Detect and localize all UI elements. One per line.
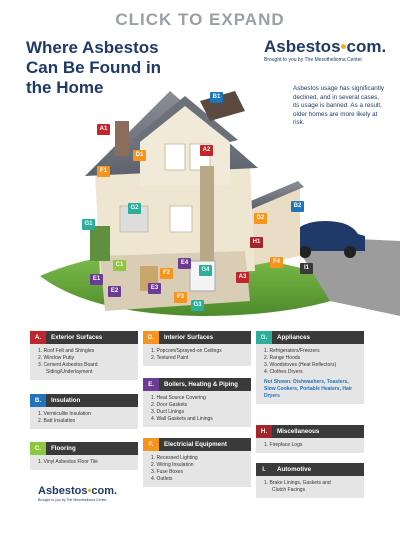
category-item: 3. Fuse Boxes [151, 469, 183, 475]
category-letter: E. [143, 378, 159, 391]
category-item: 3. Duct Linings [151, 409, 185, 415]
marker-a2[interactable]: A2 [200, 145, 213, 156]
category-header [256, 331, 364, 344]
brand-name: Asbestos [264, 37, 341, 56]
category-header [143, 438, 251, 451]
category-list [30, 455, 138, 470]
category-header [143, 331, 251, 344]
category-item: Clutch Facings [272, 487, 306, 493]
category-item: 4. Wall Gaskets and Linings [151, 416, 213, 422]
category-list [143, 344, 251, 366]
category-header [30, 331, 138, 344]
category-item: 2. Window Putty [38, 355, 75, 361]
marker-d1[interactable]: D1 [133, 150, 146, 161]
category-letter: F. [143, 438, 159, 451]
category-item: Siding/Underlayment [46, 369, 93, 375]
category-note: Not Shown: Dishwashers, Toasters, Slow Cookers, Portable Heaters, Hair Dryers [264, 379, 353, 399]
marker-b1[interactable]: B1 [210, 92, 223, 103]
marker-h1[interactable]: H1 [250, 237, 263, 248]
category-letter: D. [143, 331, 159, 344]
category-i[interactable] [256, 463, 364, 498]
category-item: 3. Woodstoves (Heat Reflectors) [264, 362, 337, 368]
category-item: 4. Outlets [151, 476, 173, 482]
category-e[interactable] [143, 378, 251, 427]
marker-f4[interactable]: F4 [270, 257, 283, 268]
marker-i1[interactable]: I1 [300, 263, 313, 274]
category-item: 1. Heat Source Covering [151, 395, 206, 401]
category-title: Miscellaneous [277, 428, 320, 435]
category-header [143, 378, 251, 391]
category-title: Exterior Surfaces [51, 334, 103, 341]
intro-text: Asbestos usage has significantly declined, and in several cases, its usage is banned. As a result, older homes are more likely at risk. [293, 85, 385, 127]
marker-g2[interactable]: G2 [128, 203, 141, 214]
category-title: Electricial Equipment [164, 441, 227, 448]
footer-brand-tld: com. [91, 485, 118, 497]
marker-f2[interactable]: F2 [160, 268, 173, 279]
brand-tld: com. [346, 37, 387, 56]
page-title: Where Asbestos Can Be Found in the Home [26, 38, 162, 97]
category-item: 2. Door Gaskets [151, 402, 188, 408]
footer-logo[interactable] [38, 485, 117, 502]
category-title: Boilers, Heating & Piping [164, 381, 238, 388]
category-letter: G. [256, 331, 272, 344]
category-title: Automotive [277, 466, 312, 473]
category-item: 1. Recessed Lighting [151, 455, 198, 461]
category-item: 3. Cement Asbestos Board [38, 362, 98, 368]
category-list [30, 344, 138, 380]
brand-dot: • [340, 37, 347, 56]
marker-b2[interactable]: B2 [291, 201, 304, 212]
chimney [115, 121, 129, 156]
brand-tagline: Brought to you by The Mesothelioma Center [264, 57, 363, 63]
category-title: Insulation [51, 397, 81, 404]
footer-brand-name: Asbestos [38, 485, 88, 497]
category-list [143, 391, 251, 427]
house-illustration [0, 66, 400, 326]
category-d[interactable] [143, 331, 251, 366]
marker-c1[interactable]: C1 [113, 260, 126, 271]
category-header [30, 442, 138, 455]
category-item: 4. Clothes Dryers [264, 369, 303, 375]
marker-e2[interactable]: E2 [108, 286, 121, 297]
category-c[interactable] [30, 442, 138, 470]
category-item: 2. Wiring Insulation [151, 462, 194, 468]
marker-e3[interactable]: E3 [148, 283, 161, 294]
marker-a3[interactable]: A3 [236, 272, 249, 283]
marker-f3[interactable]: F3 [174, 292, 187, 303]
footer-wordmark [38, 485, 117, 497]
category-letter: H. [256, 425, 272, 438]
category-title: Interior Surfaces [164, 334, 214, 341]
category-title: Flooring [51, 445, 76, 452]
click-to-expand-banner[interactable]: CLICK TO EXPAND [115, 10, 285, 29]
category-item: 2. Batt Insulation [38, 418, 76, 424]
category-h[interactable] [256, 425, 364, 453]
category-item: 1. Popcorn/Sprayed-on Ceilings [151, 348, 222, 354]
marker-e1[interactable]: E1 [90, 274, 103, 285]
brand-wordmark [264, 37, 387, 56]
marker-g1[interactable]: G1 [82, 219, 95, 230]
category-header [256, 463, 364, 476]
category-letter: B. [30, 394, 46, 407]
category-item: 2. Range Hoods [264, 355, 301, 361]
category-a[interactable] [30, 331, 138, 380]
category-header [30, 394, 138, 407]
category-letter: A. [30, 331, 46, 344]
category-item: 1. Brake Linings, Gaskets and [264, 480, 331, 486]
category-b[interactable] [30, 394, 138, 429]
category-item: 2. Textured Paint [151, 355, 189, 361]
marker-g3[interactable]: G3 [191, 300, 204, 311]
category-f[interactable] [143, 438, 251, 487]
category-list [30, 407, 138, 429]
category-header [256, 425, 364, 438]
category-list [256, 344, 364, 404]
category-item: 1. Vermiculite Insulation [38, 411, 91, 417]
footer-tagline: Brought to you by The Mesothelioma Center [38, 498, 107, 502]
category-letter: I. [256, 463, 272, 476]
marker-d2[interactable]: D2 [254, 213, 267, 224]
category-title: Appliances [277, 334, 311, 341]
marker-g4[interactable]: G4 [199, 265, 212, 276]
brand-logo[interactable] [264, 37, 387, 63]
footer-brand-dot: • [87, 485, 92, 497]
category-g[interactable] [256, 331, 364, 404]
category-item: 1. Roof Felt and Shingles [38, 348, 95, 354]
marker-a1[interactable]: A1 [97, 124, 110, 135]
marker-e4[interactable]: E4 [178, 258, 191, 269]
category-item: 1. Vinyl Asbestos Floor Tile [38, 459, 98, 465]
category-item: 1. Refrigerators/Freezers [264, 348, 320, 354]
category-list [256, 476, 364, 498]
category-letter: C. [30, 442, 46, 455]
category-list [256, 438, 364, 453]
category-list [143, 451, 251, 487]
category-item: 1. Fireplace Logs [264, 442, 303, 448]
marker-f1[interactable]: F1 [97, 166, 110, 177]
